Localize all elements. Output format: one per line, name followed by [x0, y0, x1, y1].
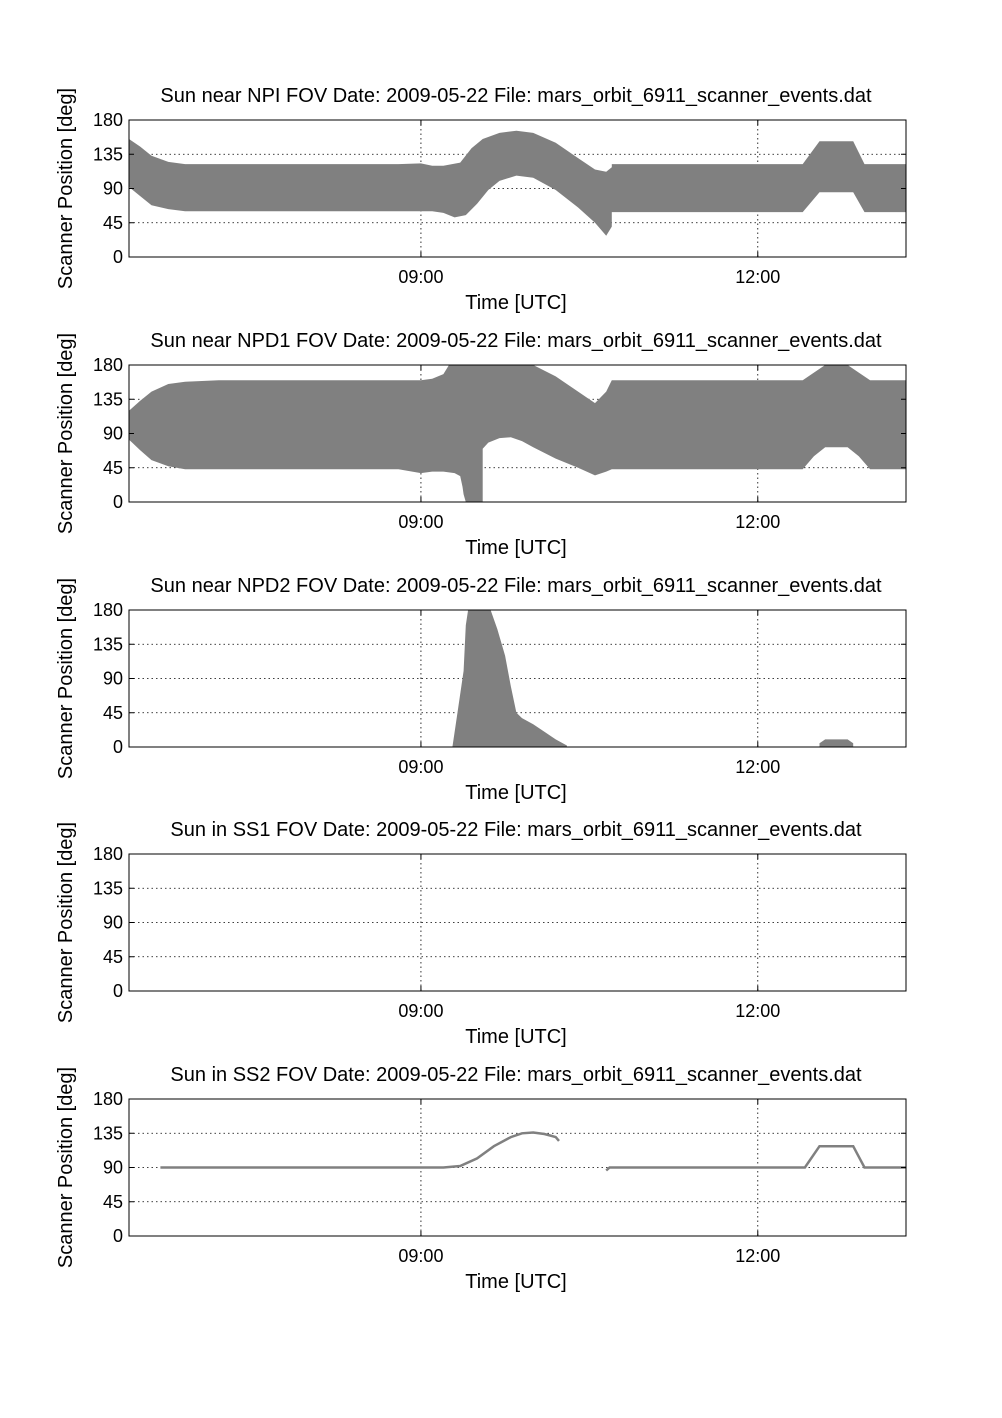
subplot-4	[55, 819, 906, 1048]
y-tick-label: 90	[102, 178, 123, 199]
y-tick-label: 90	[102, 1157, 123, 1178]
y-tick-label: 135	[92, 634, 123, 655]
x-tick-label: 09:00	[398, 757, 444, 777]
subplot-title: Sun near NPD1 FOV Date: 2009-05-22 File: mars_orbit_6911_scanner_events.dat	[150, 330, 882, 352]
y-tick-label: 0	[112, 737, 123, 757]
subplot-3	[55, 575, 906, 804]
x-axis-label: Time [UTC]	[465, 1026, 567, 1048]
y-axis-label: Scanner Position [deg]	[55, 577, 77, 780]
y-tick-label: 45	[102, 212, 123, 233]
scanner-trace	[606, 1146, 906, 1170]
x-axis-label: Time [UTC]	[465, 782, 567, 804]
y-tick-label: 180	[92, 600, 123, 620]
y-axis-label: Scanner Position [deg]	[55, 1066, 77, 1269]
x-tick-label: 09:00	[398, 1246, 444, 1266]
y-tick-label: 180	[92, 355, 123, 375]
y-tick-label: 90	[102, 423, 123, 444]
y-tick-label: 45	[102, 946, 123, 967]
subplot-2	[55, 330, 906, 559]
y-tick-label: 180	[92, 110, 123, 130]
x-tick-label: 12:00	[735, 1246, 781, 1266]
x-tick-label: 12:00	[735, 267, 781, 287]
y-tick-label: 180	[92, 1089, 123, 1109]
y-tick-label: 45	[102, 702, 123, 723]
subplot-title: Sun near NPD2 FOV Date: 2009-05-22 File: mars_orbit_6911_scanner_events.dat	[150, 575, 882, 597]
x-axis-label: Time [UTC]	[465, 1271, 567, 1293]
x-axis-label: Time [UTC]	[465, 292, 567, 314]
y-tick-label: 45	[102, 1191, 123, 1212]
y-tick-label: 135	[92, 878, 123, 899]
scanner-trace	[160, 1133, 559, 1168]
y-tick-label: 0	[112, 247, 123, 267]
scanner-band	[129, 365, 906, 502]
subplot-5	[55, 1064, 906, 1293]
y-tick-label: 135	[92, 144, 123, 165]
x-axis-label: Time [UTC]	[465, 537, 567, 559]
y-tick-label: 135	[92, 1123, 123, 1144]
x-tick-label: 09:00	[398, 512, 444, 532]
x-tick-label: 09:00	[398, 267, 444, 287]
x-tick-label: 12:00	[735, 512, 781, 532]
subplot-title: Sun in SS1 FOV Date: 2009-05-22 File: mars_orbit_6911_scanner_events.dat	[170, 819, 862, 841]
subplot-1	[55, 85, 906, 314]
y-tick-label: 0	[112, 492, 123, 512]
x-tick-label: 09:00	[398, 1001, 444, 1021]
subplot-title: Sun near NPI FOV Date: 2009-05-22 File: mars_orbit_6911_scanner_events.dat	[160, 85, 872, 107]
x-tick-label: 12:00	[735, 1001, 781, 1021]
subplot-title: Sun in SS2 FOV Date: 2009-05-22 File: mars_orbit_6911_scanner_events.dat	[170, 1064, 862, 1086]
scanner-band	[129, 131, 906, 236]
y-tick-label: 90	[102, 912, 123, 933]
y-tick-label: 135	[92, 389, 123, 410]
y-axis-label: Scanner Position [deg]	[55, 332, 77, 535]
x-tick-label: 12:00	[735, 757, 781, 777]
y-tick-label: 0	[112, 1226, 123, 1246]
y-tick-label: 0	[112, 981, 123, 1001]
y-tick-label: 45	[102, 457, 123, 478]
y-axis-label: Scanner Position [deg]	[55, 821, 77, 1024]
scanner-band	[452, 610, 567, 747]
scanner-band	[820, 739, 854, 747]
y-tick-label: 90	[102, 668, 123, 689]
y-axis-label: Scanner Position [deg]	[55, 87, 77, 290]
y-tick-label: 180	[92, 844, 123, 864]
